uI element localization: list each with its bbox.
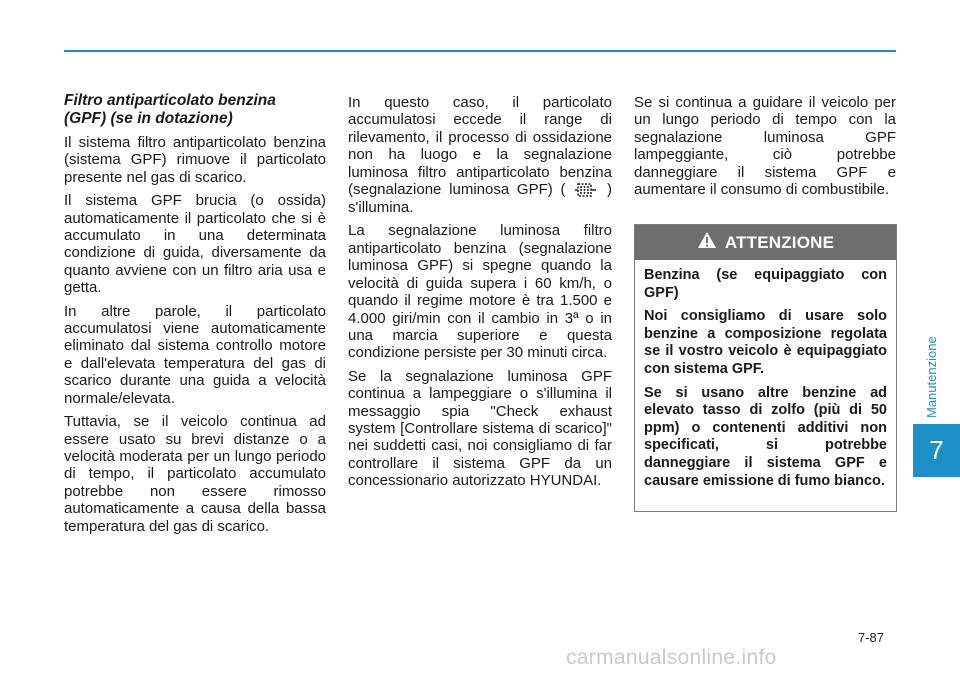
gpf-warning-light-icon [575, 181, 597, 199]
paragraph: Se la segnalazione luminosa GPF continua a lampeggiare o s'illumina il messaggio spia "Check exhaust system [Controllare sistema di scarico]" nei suddetti casi, noi consigliamo di far controllare il sistema GPF da un concessionario autorizzato HYUNDAI. [348, 367, 612, 490]
paragraph: Il sistema filtro antiparticolato benzina (sistema GPF) rimuove il particolato presente nel gas di scarico. [64, 134, 326, 186]
watermark: carmanualsonline.info [566, 646, 777, 669]
warning-title: ATTENZIONE [724, 232, 835, 252]
warning-header [635, 225, 896, 260]
paragraph: La segnalazione luminosa filtro antiparticolato benzina (segnalazione luminosa GPF) si spegne quando la velocità di guida supera i 60 km/h, o quando il regime motore è tra 1.500 e 4.000 giri/min con il cambio in 3ª o in una marcia superiore e questa condizione persiste per 30 minuti circa. [348, 222, 612, 362]
chapter-number: 7 [929, 435, 944, 465]
paragraph-text-after-icon: ) s'illumina. [348, 181, 612, 217]
column-middle [348, 94, 612, 496]
header-rule [64, 50, 896, 52]
chapter-tab [913, 424, 960, 477]
section-title [64, 92, 326, 128]
warning-triangle-icon [697, 231, 717, 254]
paragraph: In altre parole, il particolato accumulatosi viene automaticamente eliminato dal sistema controllo motore e dall'elevata temperatura del gas di scarico durante una guida a velocità normale/elevata. [64, 302, 326, 407]
warning-paragraph: Noi consigliamo di usare solo benzine a composizione regolata se il vostro veicolo è equipaggiato con sistema GPF. [644, 308, 887, 377]
column-right [634, 94, 896, 204]
section-title-line1: Filtro antiparticolato benzina [64, 92, 276, 109]
warning-box [634, 224, 897, 512]
paragraph-text-before-icon: In questo caso, il particolato accumulatosi eccede il range di rilevamento, il processo di ossidazione non ha luogo e la segnalazione luminosa filtro antiparticolato benzina (segnalazione luminosa GPF) ( [348, 94, 612, 199]
column-left [64, 92, 326, 541]
paragraph: Tuttavia, se il veicolo continua ad essere usato su brevi distanze o a velocità moderata per un lungo periodo di tempo, il particolato accumulato potrebbe non essere rimosso automaticamente a causa della bassa temperatura del gas di scarico. [64, 413, 326, 535]
paragraph: Il sistema GPF brucia (o ossida) automaticamente il particolato che si è accumulato in una determinata condizione di guida, diversamente da quanto avviene con un filtro aria usa e getta. [64, 192, 326, 297]
paragraph-with-icon [348, 94, 612, 216]
section-side-label [924, 330, 940, 420]
warning-subtitle: Benzina (se equipaggiato con GPF) [644, 267, 887, 301]
page-number: 7-87 [858, 630, 885, 645]
paragraph: Se si continua a guidare il veicolo per un lungo periodo di tempo con la segnalazione luminosa GPF lampeggiante, ciò potrebbe danneggiare il sistema GPF e aumentare il consumo di combustibile. [634, 94, 896, 199]
section-title-line2: (GPF) (se in dotazione) [64, 110, 233, 127]
section-name: Manutenzione [924, 336, 939, 418]
warning-paragraph: Se si usano altre benzine ad elevato tasso di zolfo (più di 50 ppm) o contenenti additivi non specificati, si potrebbe danneggiare il sistema GPF e causare emissione di fumo bianco. [644, 384, 887, 489]
warning-body [644, 267, 887, 496]
